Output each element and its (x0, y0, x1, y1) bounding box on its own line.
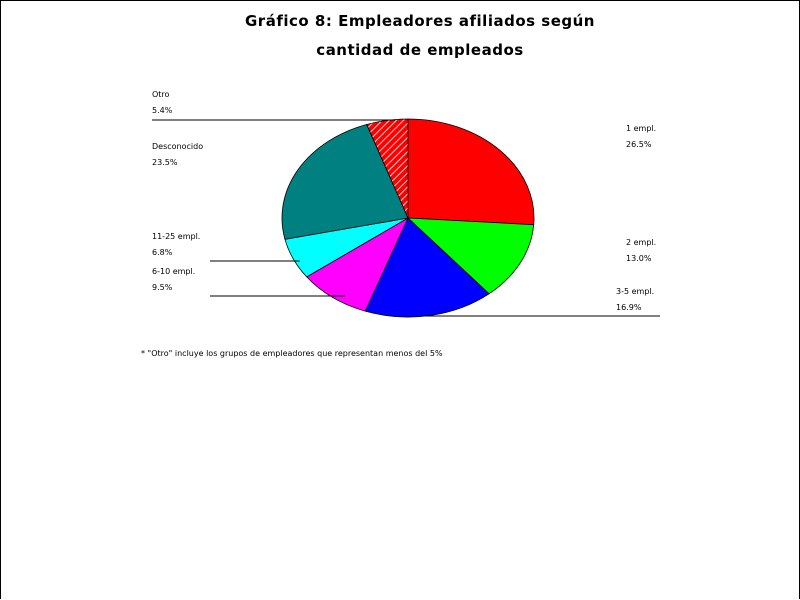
slice-value-otro: 5.4% (152, 106, 173, 115)
slice-value-11-25-empl: 6.8% (152, 248, 173, 257)
slice-label-otro: Otro (152, 90, 170, 99)
slice-label-11-25-empl: 11-25 empl. (152, 232, 201, 241)
pie-slice-1-empl (408, 119, 534, 225)
slice-label-2-empl: 2 empl. (626, 238, 657, 247)
slice-label-1-empl: 1 empl. (626, 124, 657, 133)
slice-label-3-5-empl: 3-5 empl. (616, 287, 655, 296)
slice-value-desconocido: 23.5% (152, 158, 178, 167)
slice-value-3-5-empl: 16.9% (616, 303, 642, 312)
slice-value-1-empl: 26.5% (626, 140, 652, 149)
footnote: * "Otro" incluye los grupos de empleadores que representan menos del 5% (141, 349, 443, 358)
chart-title-line-2: cantidad de empleados (316, 41, 524, 59)
slice-label-desconocido: Desconocido (152, 142, 204, 151)
slice-value-2-empl: 13.0% (626, 254, 652, 263)
chart-title-line-1: Gráfico 8: Empleadores afiliados según (245, 12, 595, 30)
slice-label-6-10-empl: 6-10 empl. (152, 267, 196, 276)
slice-value-6-10-empl: 9.5% (152, 283, 173, 292)
